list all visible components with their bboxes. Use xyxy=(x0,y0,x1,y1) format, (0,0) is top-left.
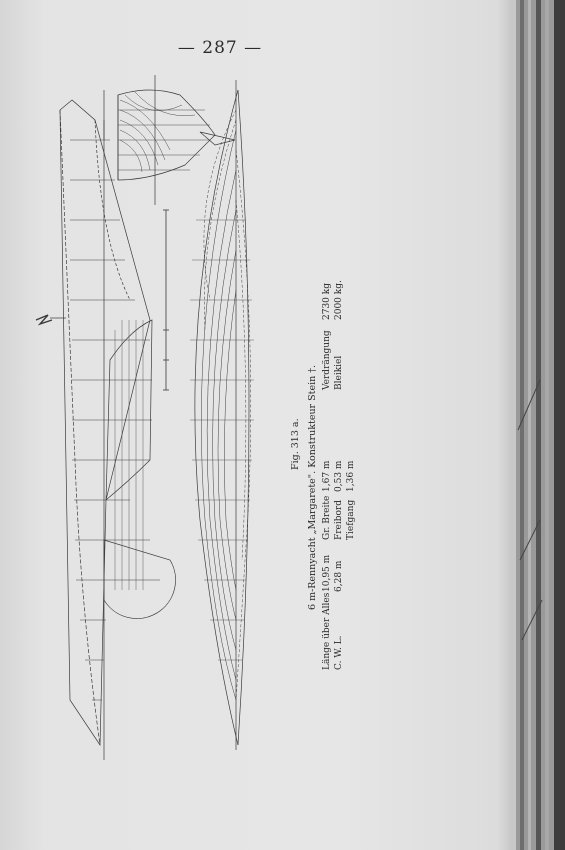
spec-bleikiel-label: Bleikiel xyxy=(334,355,344,390)
spec-bleikiel-value: 2000 kg. xyxy=(334,280,344,320)
figure-title: 6 m-Rennyacht „Margarete". Konstrukteur Stein †. xyxy=(307,364,318,610)
figure-label: Fig. 313 a. xyxy=(290,418,301,470)
spec-tiefgang-value: 1,36 m xyxy=(346,460,356,492)
spec-freibord-value: 0,53 m xyxy=(334,460,344,492)
spec-cwl-value: 6,28 m xyxy=(334,560,344,592)
spec-breite-value: 1,67 m xyxy=(322,460,332,492)
body-plan xyxy=(104,75,235,205)
spec-freibord-label: Freibord xyxy=(334,500,344,540)
scale-bar xyxy=(163,210,169,390)
spec-cwl-label: C. W. L. xyxy=(334,635,344,670)
spec-verdraengung-value: 2730 kg xyxy=(322,283,332,320)
half-breadth-plan xyxy=(190,80,254,750)
spec-length-label: Länge über Alles xyxy=(322,592,332,670)
spec-length-value: 10,95 m xyxy=(322,554,332,592)
spec-breite-label: Gr. Breite xyxy=(322,495,332,540)
spec-tiefgang-label: Tiefgang xyxy=(346,499,356,540)
page-number: — 287 — xyxy=(177,38,263,58)
spec-verdraengung-label: Verdrängung xyxy=(322,330,332,390)
